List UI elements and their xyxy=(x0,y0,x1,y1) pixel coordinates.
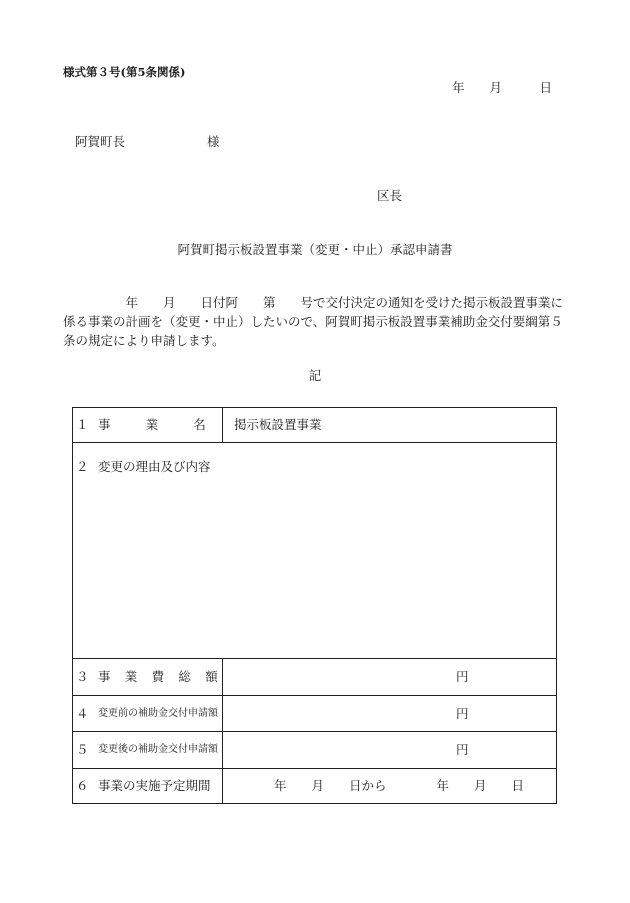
row-label: 事 業 費 総 額 xyxy=(98,669,219,684)
row-label: 変更前の補助金交付申請額 xyxy=(98,707,218,719)
table-row-change-reason xyxy=(73,442,556,658)
addressee-name: 阿賀町長 xyxy=(75,134,126,149)
yen-unit: 円 xyxy=(456,705,469,721)
body-line: 条の規定により申請します。 xyxy=(63,333,225,348)
row-value-cell xyxy=(222,659,556,695)
form-number: 様式第３号(第5条関係) xyxy=(63,65,186,79)
row-number: ３ xyxy=(76,669,89,684)
application-table xyxy=(72,407,557,804)
table-row-subsidy-after xyxy=(73,731,556,768)
application-body xyxy=(63,293,573,350)
row-number: ６ xyxy=(76,778,89,793)
table-row-total-cost xyxy=(73,658,556,695)
row-label: 変更後の補助金交付申請額 xyxy=(98,744,218,755)
row-value-cell xyxy=(222,696,556,731)
document-title: 阿賀町掲示板設置事業（変更・中止）承認申請書 xyxy=(177,242,453,257)
row-number: １ xyxy=(76,417,89,432)
body-line: 係る事業の計画を（変更・中止）したいので、阿賀町掲示板設置事業補助金交付要綱第５ xyxy=(63,314,563,329)
row-value-cell xyxy=(222,769,556,803)
yen-unit: 円 xyxy=(456,669,469,684)
body-line: 年 月 日付阿 第 号で交付決定の通知を受けた掲示板設置事業に xyxy=(63,295,564,310)
row-number: ４ xyxy=(76,705,89,721)
date-line: 年 月 日 xyxy=(452,80,553,95)
row-value: 掲示板設置事業 xyxy=(234,417,322,432)
row-value-cell xyxy=(222,408,556,442)
ki-heading: 記 xyxy=(308,368,322,383)
row-number: ５ xyxy=(76,742,89,757)
row-number: ２ xyxy=(76,459,89,474)
row-label: 事業の実施予定期間 xyxy=(98,778,211,793)
yen-unit: 円 xyxy=(456,742,469,757)
period-value: 年 月 日から 年 月 日 xyxy=(274,778,525,793)
row-label: 変更の理由及び内容 xyxy=(98,459,211,474)
addressee-honorific: 様 xyxy=(207,134,220,149)
row-label: 事 業 名 xyxy=(98,417,206,432)
table-row-subsidy-before xyxy=(73,695,556,731)
applicant-title: 区長 xyxy=(377,188,403,203)
table-row-period xyxy=(73,768,556,803)
row-value-cell xyxy=(222,732,556,768)
table-row-project-name xyxy=(73,408,556,442)
